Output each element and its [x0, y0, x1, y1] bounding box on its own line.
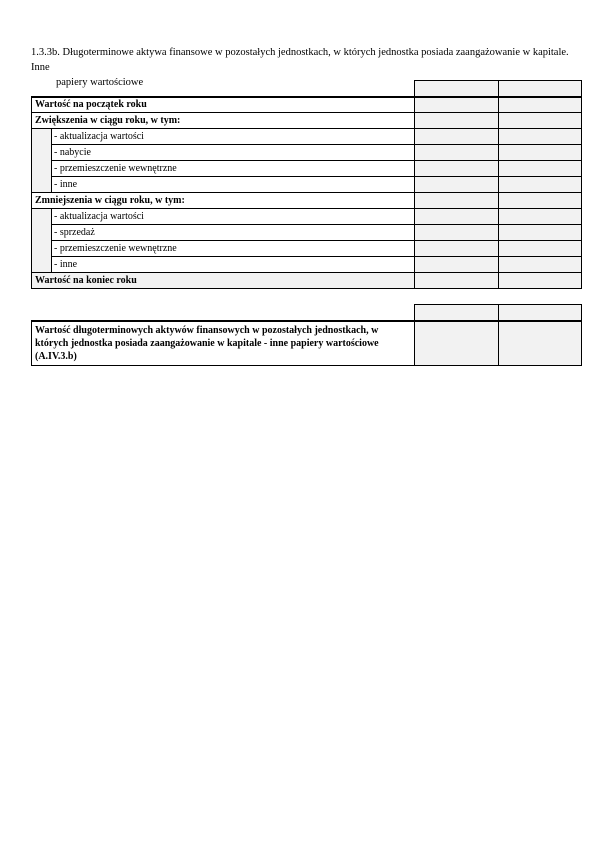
value-cell[interactable] [499, 241, 582, 257]
increase-item-label: - przemieszczenie wewnętrzne [52, 161, 415, 177]
value-cell[interactable] [415, 145, 499, 161]
value-cell[interactable] [499, 193, 582, 209]
decreases-label: Zmniejszenia w ciągu roku, w tym: [32, 193, 415, 209]
closing-label: Wartość na koniec roku [32, 273, 415, 289]
movements-table [31, 80, 582, 289]
value-cell[interactable] [499, 161, 582, 177]
value-cell[interactable] [415, 161, 499, 177]
increase-item-label: - nabycie [52, 145, 415, 161]
table-row [32, 97, 582, 113]
increase-item-label: - aktualizacja wartości [52, 129, 415, 145]
header-row [32, 305, 582, 321]
increases-label: Zwiększenia w ciągu roku, w tym: [32, 113, 415, 129]
value-cell[interactable] [415, 97, 499, 113]
summary-table [31, 304, 582, 366]
table-row [32, 177, 582, 193]
value-cell[interactable] [415, 321, 499, 366]
table-row [32, 225, 582, 241]
table-row [32, 113, 582, 129]
value-cell[interactable] [499, 273, 582, 289]
value-cell-prev-year-header [415, 305, 499, 321]
value-cell[interactable] [415, 209, 499, 225]
header-row [32, 81, 582, 97]
value-cell[interactable] [499, 177, 582, 193]
table-row [32, 257, 582, 273]
opening-label: Wartość na początek roku [32, 97, 415, 113]
increase-item-label: - inne [52, 177, 415, 193]
table-row [32, 273, 582, 289]
value-cell[interactable] [415, 257, 499, 273]
value-cell[interactable] [499, 225, 582, 241]
indent-cell [32, 209, 52, 273]
value-cell[interactable] [499, 113, 582, 129]
value-cell[interactable] [499, 257, 582, 273]
value-cell[interactable] [499, 209, 582, 225]
value-cell[interactable] [415, 241, 499, 257]
value-cell[interactable] [499, 129, 582, 145]
decrease-item-label: - aktualizacja wartości [52, 209, 415, 225]
table-row [32, 145, 582, 161]
value-cell[interactable] [415, 177, 499, 193]
table-row [32, 209, 582, 225]
table-row [32, 241, 582, 257]
summary-label: Wartość długoterminowych aktywów finansowych w pozostałych jednostkach, w których jednostka posiada zaangażowanie w kapitale - inne papiery wartościowe (A.IV.3.b) [32, 321, 415, 366]
value-cell[interactable] [499, 321, 582, 366]
table-row [32, 129, 582, 145]
heading-line-1: 1.3.3b. Długoterminowe aktywa finansowe w pozostałych jednostkach, w których jednostka posiada zaangażowanie w kapitale. Inne [31, 47, 569, 73]
value-cell-curr-year-header [499, 81, 582, 97]
indent-cell [32, 129, 52, 193]
value-cell-curr-year-header [499, 305, 582, 321]
value-cell[interactable] [499, 97, 582, 113]
value-cell[interactable] [415, 225, 499, 241]
value-cell-prev-year-header [415, 81, 499, 97]
decrease-item-label: - przemieszczenie wewnętrzne [52, 241, 415, 257]
value-cell[interactable] [415, 273, 499, 289]
value-cell[interactable] [499, 145, 582, 161]
value-cell[interactable] [415, 193, 499, 209]
table-row [32, 193, 582, 209]
table-row [32, 321, 582, 366]
value-cell[interactable] [415, 113, 499, 129]
table-row [32, 161, 582, 177]
heading-line-2: papiery wartościowe [56, 77, 144, 88]
decrease-item-label: - inne [52, 257, 415, 273]
value-cell[interactable] [415, 129, 499, 145]
decrease-item-label: - sprzedaż [52, 225, 415, 241]
